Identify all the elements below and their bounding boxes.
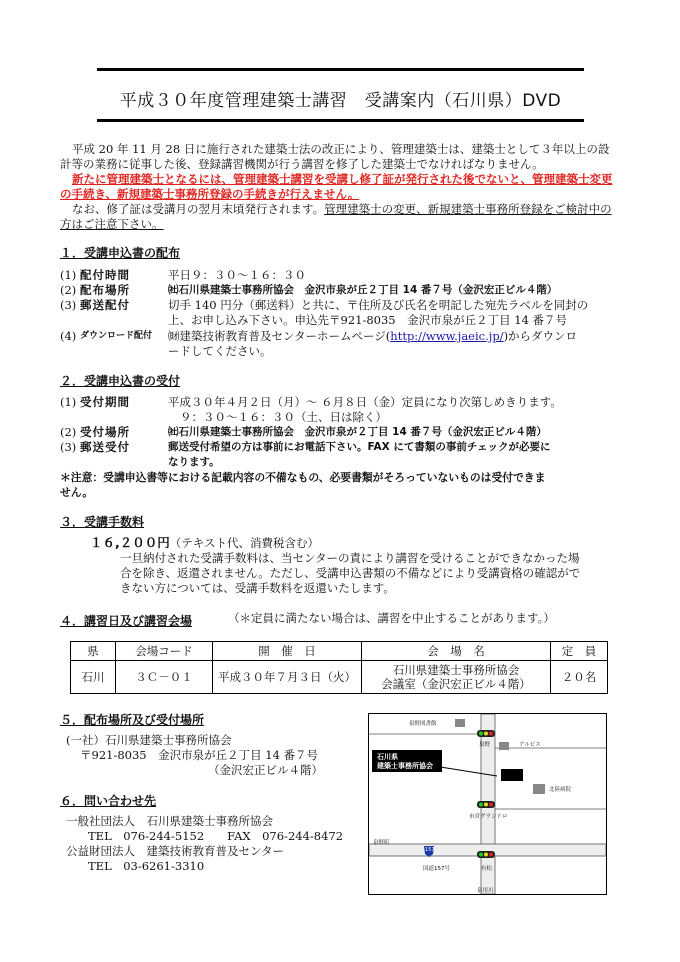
location-map [368,713,607,895]
map-label: 泉用川 [477,888,494,894]
page-title: 平成３０年度管理建築士講習 受講案内（石川県）DVD [119,91,562,111]
contact-org: 公益財団法人 建築技術教育普及センター [66,844,285,858]
item-label: 受付期間 [80,395,130,409]
section3-heading: ３．受講手数料 [60,515,145,529]
map-label: 有松 [481,866,493,872]
item-text: ㈳石川県建築士事務所協会 金沢市泉が丘２丁目 14 番７号（金沢宏正ビル４階） [168,284,558,296]
item-number: (2) [60,283,77,297]
section1-heading: １．受講申込書の配布 [60,246,181,260]
item-label: 郵送受付 [80,440,130,454]
map-label: 泉野町 [373,840,390,846]
item-text: 郵送受付希望の方は事前にお電話下さい。FAX にて書類の事前チェックが必要に [168,441,551,453]
section6-heading: ６．問い合わせ先 [60,794,157,808]
traffic-signal [477,730,495,737]
fee-line: １６,２００円（テキスト代、消費税含む） [90,535,320,550]
item-label: 配布場所 [80,283,130,297]
fee-amount: １６,２００円 [90,535,170,550]
jaeic-link[interactable]: http://www.jaeic.jp/ [390,329,504,343]
title-bottom-rule [97,119,584,122]
item-text: 平日９：３０～１６：３０ [168,268,306,282]
column-header: 会場コード [116,642,213,661]
map-office-label: 石川県 [377,753,398,761]
office-address: 〒921-8035 金沢市泉が丘２丁目 14 番７号 [80,748,319,762]
office-building: （金沢宏正ビル４階） [208,763,323,777]
item-label: ダウンロード配付 [80,331,153,341]
fee-text: きない方については、受講手数料を返還いたします。 [120,581,395,595]
intro-note: なお、修了証は受講月の翌月末頃発行されます。管理建築士の変更、新規建築士事務所登録をご検討中の方はご注意下さい。 [60,202,612,231]
arubisu-building [499,742,509,750]
map-office-label: 建築士事務所協会 [377,762,433,770]
item-number: (3) [60,440,77,454]
traffic-signal [477,801,495,808]
table-header-row [71,642,608,661]
intro-warning: 新たに管理建築士となるには、管理建築士講習を受講し修了証が発行された後でないと、管理建築士変更の手続き、新規建築士事務所登録の手続きが行えません。 [60,172,613,201]
map-label: 泉野 [479,742,491,748]
column-header: 会 場 名 [362,642,551,661]
map-label: 国道157号 [423,866,450,872]
library-building [455,719,465,727]
office-building [501,769,523,781]
item-number: (1) [60,268,77,282]
contact-phone: TEL 03-6261-3310 [88,859,205,873]
contact-phone: TEL 076-244-5152 FAX 076-244-8472 [88,829,344,843]
column-header: 定 員 [551,642,608,661]
item-text: なります。 [168,456,220,468]
office-name: (一社）石川県建築士事務所協会 [66,733,232,747]
fee-text: 合を除き、返還されません。ただし、受講申込書類の不備などにより受講資格の確認がで [120,566,581,580]
contact-org: 一般社団法人 石川県建築士事務所協会 [66,814,273,828]
item-text: 切手 140 円分（郵送料）と共に、〒住所及び氏名を明記した宛先ラベルを同封の [168,298,589,312]
table-cell: ３Ｃ－０１ [116,661,213,694]
item-label: 配付時間 [80,268,130,282]
venue-table [70,641,608,694]
table-row [71,661,608,694]
item-text: 平成３０年４月２日（月）～ ６月８日（金）定員になり次第しめきります。 [168,395,562,409]
section2-note: ＊注意：受講申込書等における記載内容の不備なもの、必要書類がそろっていないものは受付できま [60,471,546,484]
column-header: 開 催 日 [213,642,362,661]
item-text: ９：３０～１６：３０（土、日は除く） [180,410,387,424]
section2-note: せん。 [60,486,94,499]
section5-heading: ５．配布場所及び受付場所 [60,713,205,727]
fee-text: 一旦納付された受講手数料は、当センターの責により講習を受けることができなかった場 [120,551,580,565]
map-label: 泉野図書館 [409,721,437,727]
section4-note: （＊定員に満たない場合は、講習を中止することがあります。） [228,611,555,625]
map-label: 市営グランドロ [469,814,508,820]
item-text: ㈳石川県建築士事務所協会 金沢市泉が２丁目 14 番７号（金沢宏正ビル４階） [168,426,547,438]
item-number: (1) [60,395,77,409]
section4-heading: ４．講習日及び講習会場 [60,614,193,628]
item-number: (4) [60,329,77,343]
map-route-number: 157 [425,847,435,853]
title-top-rule [97,68,584,71]
item-text: 上、お申し込み下さい。申込先〒921-8035 金沢市泉が丘２丁目 14 番７号 [168,313,568,327]
table-cell: 石川県建築士事務所協会 会議室（金沢宏正ビル４階） [362,661,551,694]
hospital-building [533,784,545,794]
item-label: 受付場所 [80,425,130,439]
table-cell: 平成３０年７月３日（火） [213,661,362,694]
column-header: 県 [71,642,116,661]
item-text: ードしてください。 [168,344,272,358]
item-number: (3) [60,298,77,312]
map-label: アルビス [519,742,541,748]
table-cell: 石川 [71,661,116,694]
item-label: 郵送配付 [80,298,130,312]
item-number: (2) [60,425,77,439]
table-cell: ２０名 [551,661,608,694]
map-label: 北陸病院 [549,787,572,793]
traffic-signal [477,851,495,858]
intro-paragraph: 平成 20 年 11 月 28 日に施行された建築士法の改正により、管理建築士は、建築士として３年以上の設計等の業務に従事した後、登録講習機関が行う講習を修了した建築士でなければなりません。 [60,142,610,171]
item-text: ㈶建築技術教育普及センターホームページ(http://www.jaeic.jp/)からダウンロ [168,329,578,343]
section2-heading: ２．受講申込書の受付 [60,374,181,388]
